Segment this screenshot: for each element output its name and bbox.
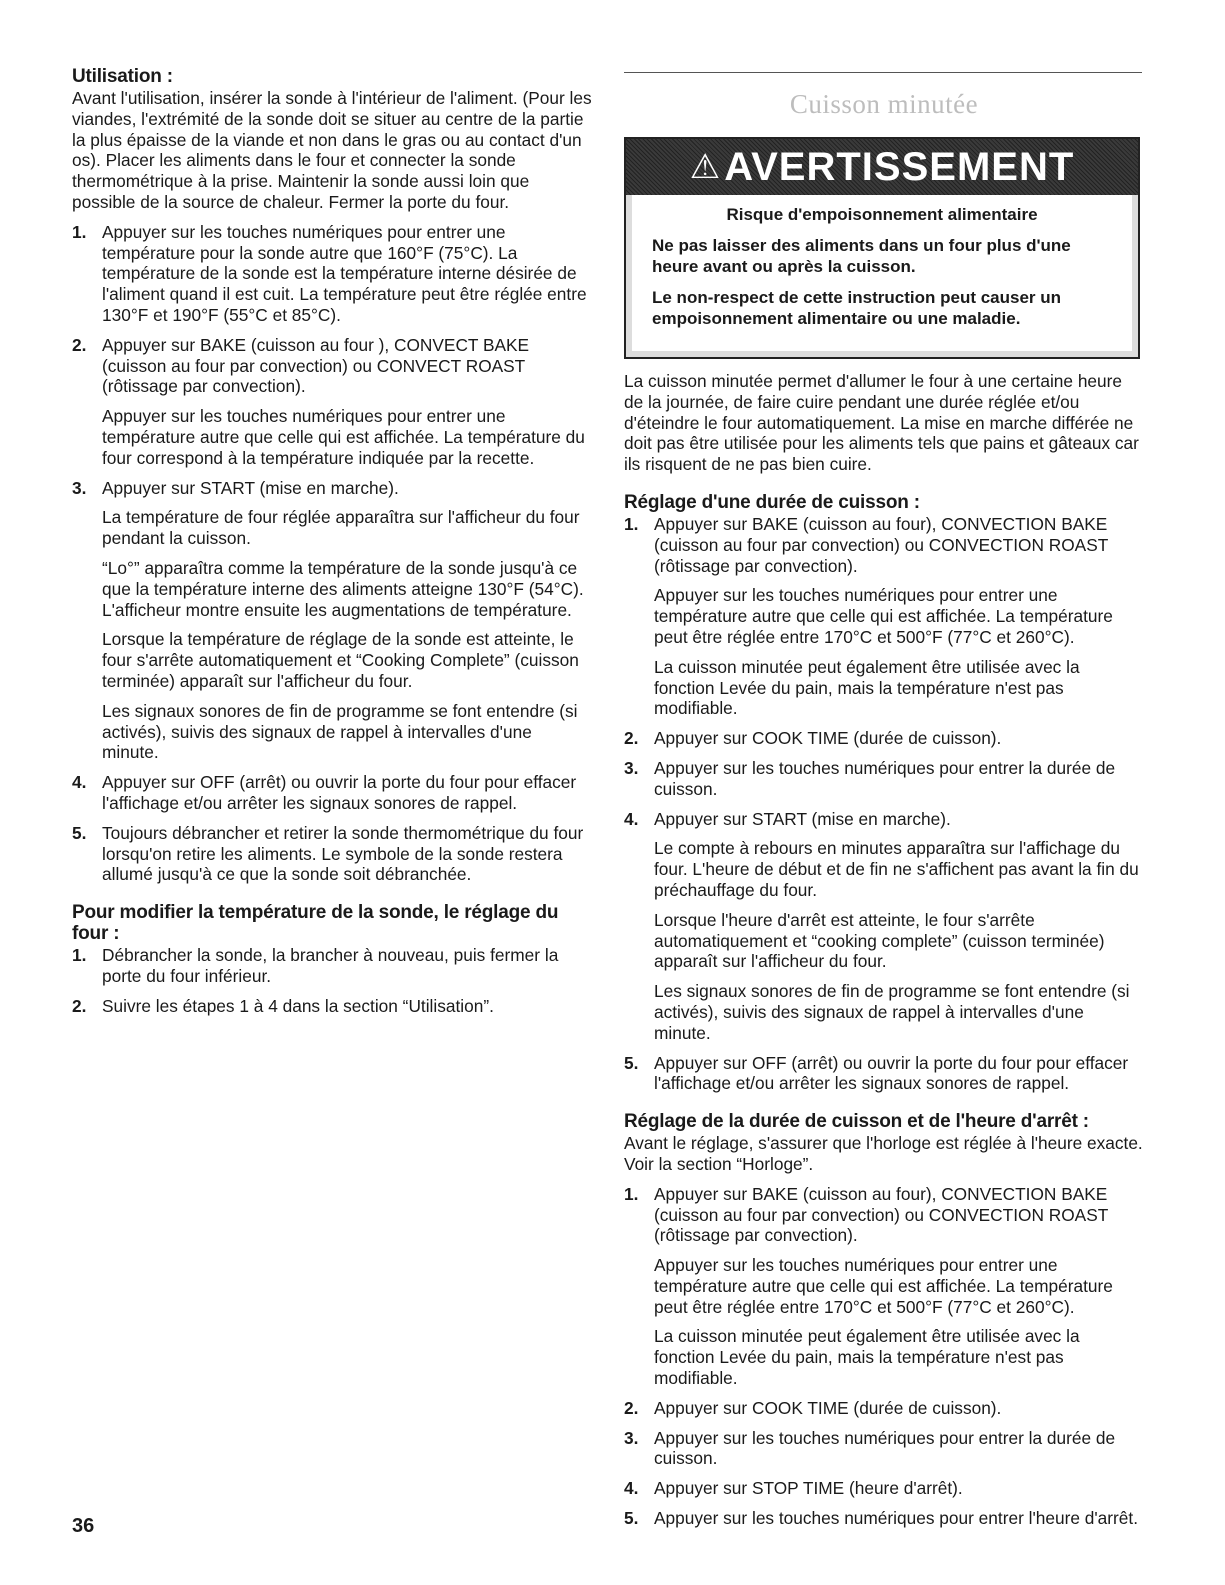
step-number: 2. (72, 995, 87, 1016)
step-item (72, 335, 592, 469)
step-text: Appuyer sur les touches numériques pour entrer une température pour la sonde autre que 160°F (75°C). La température de la sonde est la température interne désirée de l'aliment quand il est cuit. La température peut être réglée entre 130°F et 190°F (55°C et 85°C). (102, 221, 587, 325)
step-item (72, 478, 592, 764)
step-item (624, 1428, 1144, 1470)
step-text: Appuyer sur BAKE (cuisson au four), CONVECTION BAKE (cuisson au four par convection) ou CONVECTION ROAST (rôtissage par convection). (654, 1183, 1108, 1246)
step-text: Appuyer sur COOK TIME (durée de cuisson). (654, 728, 1002, 749)
warning-word: AVERTISSEMENT (724, 144, 1075, 189)
stop-time-steps (624, 1184, 1144, 1529)
utilisation-heading: Utilisation : (72, 66, 173, 87)
step-item (624, 1184, 1144, 1389)
step-text: Appuyer sur BAKE (cuisson au four), CONVECTION BAKE (cuisson au four par convection) ou CONVECTION ROAST (rôtissage par convection). (654, 513, 1108, 576)
step-text: Suivre les étapes 1 à 4 dans la section “Utilisation”. (102, 995, 494, 1016)
step-text: Appuyer sur OFF (arrêt) ou ouvrir la porte du four pour effacer l'affichage et/ou arrêter les signaux sonores de rappel. (102, 772, 577, 813)
right-column (624, 66, 1144, 1538)
step-number: 1. (624, 513, 639, 534)
step-item (624, 1508, 1144, 1529)
step-text: Les signaux sonores de fin de programme se font entendre (si activés), suivis des signaux de rappel à intervalles d'une minute. (654, 981, 1130, 1043)
warning-box (624, 137, 1140, 359)
step-text: “Lo°” apparaîtra comme la température de la sonde jusqu'à ce que la température interne des aliments atteigne 130°F (54°C). L'afficheur montre ensuite les augmentations de température. (102, 557, 584, 620)
step-text: Appuyer sur les touches numériques pour entrer une température autre que celle qui est affichée. La température peut être réglée entre 170°C et 500°F (77°C et 260°C). (654, 1255, 1113, 1317)
utilisation-intro: Avant l'utilisation, insérer la sonde à l'intérieur de l'aliment. (Pour les viandes, l'extrémité de la sonde doit se situer au centre de la partie la plus épaisse de la viande et non dans le gras ou au contact d'un os). Placer les aliments dans le four et connecter la sonde thermométrique à la prise. Maintenir la sonde aussi loin que possible de la source de chaleur. Fermer la porte du four. (72, 88, 592, 212)
left-column (72, 66, 592, 1025)
step-number: 4. (624, 808, 639, 829)
step-text: Appuyer sur OFF (arrêt) ou ouvrir la porte du four pour effacer l'affichage et/ou arrêter les signaux sonores de rappel. (654, 1052, 1129, 1094)
timed-cooking-intro: La cuisson minutée permet d'allumer le four à une certaine heure de la journée, de faire cuire pendant une durée réglée et/ou d'éteindre le four automatiquement. La mise en marche différée ne doit pas être utilisée pour les aliments tels que pains et gâteaux car ils risquent de ne pas bien cuire. (624, 371, 1139, 475)
step-item (624, 809, 1144, 1044)
warning-line-2: Le non-respect de cette instruction peut causer un empoisonnement alimentaire ou une maladie. (652, 288, 1062, 328)
step-number: 3. (624, 1427, 639, 1448)
step-number: 1. (72, 945, 87, 966)
step-item (72, 996, 592, 1017)
step-text: Les signaux sonores de fin de programme se font entendre (si activés), suivis des signaux de rappel à intervalles d'une minute. (102, 700, 578, 763)
step-item (624, 1478, 1144, 1499)
step-text: Appuyer sur les touches numériques pour entrer une température autre que celle qui est affichée. La température peut être réglée entre 170°C et 500°F (77°C et 260°C). (654, 585, 1113, 647)
warning-title: Risque d'empoisonnement alimentaire (726, 205, 1038, 224)
step-number: 2. (72, 334, 87, 355)
step-number: 1. (72, 221, 87, 242)
stop-time-intro: Avant le réglage, s'assurer que l'horloge est réglée à l'heure exacte. Voir la section “Horloge”. (624, 1133, 1143, 1174)
step-number: 5. (624, 1508, 639, 1529)
step-text: Lorsque l'heure d'arrêt est atteinte, le four s'arrête automatiquement et “cooking complete” (cuisson terminée) apparaît sur l'afficheur du four. (654, 909, 1105, 972)
step-item (624, 1053, 1144, 1095)
step-item (72, 772, 592, 814)
step-number: 3. (72, 477, 87, 498)
step-number: 2. (624, 1397, 639, 1418)
step-text: Lorsque la température de réglage de la sonde est atteinte, le four s'arrête automatiquement et “Cooking Complete” (cuisson terminée) apparaît sur l'afficheur du four. (102, 629, 579, 691)
step-item (624, 514, 1144, 719)
cook-duration-heading: Réglage d'une durée de cuisson : (624, 491, 920, 513)
step-text: Appuyer sur BAKE (cuisson au four ), CONVECT BAKE (cuisson au four par convection) ou CONVECT ROAST (rôtissage par convection). (102, 334, 530, 397)
step-number: 1. (624, 1183, 639, 1204)
page-number: 36 (72, 1515, 95, 1537)
step-number: 2. (624, 728, 639, 749)
section-rule (624, 72, 1142, 73)
warning-header (626, 139, 1138, 195)
step-number: 5. (72, 822, 87, 843)
step-text: Appuyer sur les touches numériques pour entrer une température autre que celle qui est affichée. La température du four correspond à la température indiquée par la recette. (102, 406, 585, 468)
step-number: 4. (624, 1478, 639, 1499)
step-item (624, 1398, 1144, 1419)
modify-probe-steps (72, 945, 592, 1016)
step-text: Appuyer sur START (mise en marche). (654, 808, 951, 829)
cook-duration-steps (624, 514, 1144, 1094)
step-text: Appuyer sur les touches numériques pour entrer la durée de cuisson. (654, 757, 1116, 799)
warning-line-1: Ne pas laisser des aliments dans un four plus d'une heure avant ou après la cuisson. (652, 236, 1071, 276)
step-text: Appuyer sur STOP TIME (heure d'arrêt). (654, 1478, 963, 1499)
warning-triangle-icon: ⚠ (689, 148, 721, 186)
step-text: La cuisson minutée peut également être utilisée avec la fonction Levée du pain, mais la température n'est pas modifiable. (654, 656, 1080, 719)
section-title: Cuisson minutée (789, 89, 979, 119)
step-item (72, 823, 592, 885)
step-item (624, 728, 1144, 749)
modify-probe-heading: Pour modifier la température de la sonde, le réglage du four : (72, 902, 559, 945)
step-text: Appuyer sur les touches numériques pour entrer l'heure d'arrêt. (654, 1508, 1139, 1529)
step-text: La température de four réglée apparaîtra sur l'afficheur du four pendant la cuisson. (102, 507, 580, 549)
step-text: Appuyer sur START (mise en marche). (102, 477, 399, 498)
stop-time-heading: Réglage de la durée de cuisson et de l'heure d'arrêt : (624, 1111, 1089, 1133)
step-number: 5. (624, 1052, 639, 1073)
warning-body (626, 195, 1138, 357)
step-text: Débrancher la sonde, la brancher à nouveau, puis fermer la porte du four inférieur. (102, 945, 559, 986)
step-text: Appuyer sur les touches numériques pour entrer la durée de cuisson. (654, 1427, 1116, 1469)
step-item (72, 222, 592, 326)
step-item (72, 945, 592, 987)
step-item (624, 758, 1144, 800)
step-text: Le compte à rebours en minutes apparaîtra sur l'affichage du four. L'heure de début et de fin ne s'affichent pas avant la fin du préchauffage du four. (654, 838, 1139, 900)
step-text: Appuyer sur COOK TIME (durée de cuisson). (654, 1397, 1002, 1418)
step-number: 4. (72, 772, 87, 793)
step-text: La cuisson minutée peut également être utilisée avec la fonction Levée du pain, mais la température n'est pas modifiable. (654, 1326, 1080, 1389)
step-number: 3. (624, 757, 639, 778)
utilisation-steps (72, 222, 592, 885)
step-text: Toujours débrancher et retirer la sonde thermométrique du four lorsqu'on retire les aliments. Le symbole de la sonde restera allumé jusqu'à ce que la sonde soit débranchée. (102, 822, 584, 885)
